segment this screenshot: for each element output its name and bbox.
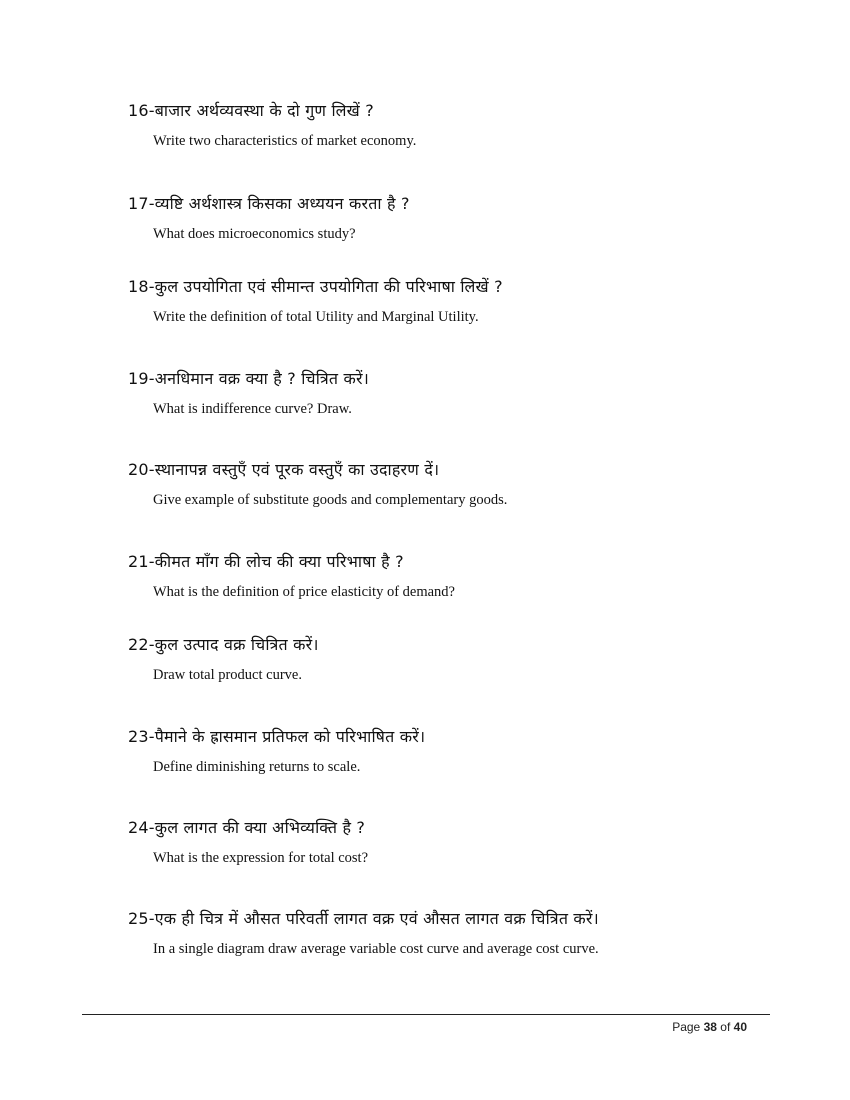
question-english-text: In a single diagram draw average variable cost curve and average cost curve. [153, 941, 599, 957]
current-page: 38 [703, 1020, 717, 1034]
page-word: Page [672, 1020, 701, 1034]
footer-divider [82, 1014, 770, 1015]
question-english-text: Give example of substitute goods and complementary goods. [153, 492, 508, 508]
question-18 [128, 276, 768, 326]
question-hindi-text: 23-पैमाने के ह्रासमान प्रतिफल को परिभाषित करें। [128, 727, 426, 746]
question-23 [128, 726, 768, 776]
of-word: of [720, 1020, 731, 1034]
question-hindi-text: 20-स्थानापन्न वस्तुएँ एवं पूरक वस्तुएँ का उदाहरण दें। [128, 460, 440, 479]
question-hindi-text: 16-बाजार अर्थव्यवस्था के दो गुण लिखें ? [128, 101, 374, 120]
question-hindi-text: 25-एक ही चित्र में औसत परिवर्ती लागत वक्र एवं औसत लागत वक्र चित्रित करें। [128, 909, 599, 928]
question-hindi-text: 21-कीमत माँग की लोच की क्या परिभाषा है ? [128, 552, 404, 571]
question-english-text: What is the definition of price elasticity of demand? [153, 584, 455, 600]
question-hindi-text: 18-कुल उपयोगिता एवं सीमान्त उपयोगिता की परिभाषा लिखें ? [128, 277, 503, 296]
question-20 [128, 459, 768, 509]
question-english-text: Draw total product curve. [153, 667, 302, 683]
question-hindi-text: 24-कुल लागत की क्या अभिव्यक्ति है ? [128, 818, 366, 837]
question-hindi-text: 17-व्यष्टि अर्थशास्त्र किसका अध्ययन करता है ? [128, 194, 410, 213]
page-number [672, 1019, 747, 1035]
question-english-text: Write the definition of total Utility and Marginal Utility. [153, 309, 479, 325]
question-hindi-text: 19-अनधिमान वक्र क्या है ? चित्रित करें। [128, 369, 369, 388]
question-english-text: Write two characteristics of market economy. [153, 133, 417, 149]
question-english-text: Define diminishing returns to scale. [153, 759, 361, 775]
total-pages: 40 [733, 1020, 747, 1034]
question-17 [128, 193, 768, 243]
question-24 [128, 817, 768, 867]
question-25 [128, 908, 768, 958]
question-english-text: What is indifference curve? Draw. [153, 401, 352, 417]
question-21 [128, 551, 768, 601]
question-16 [128, 100, 768, 150]
question-22 [128, 634, 768, 684]
question-19 [128, 368, 768, 418]
question-hindi-text: 22-कुल उत्पाद वक्र चित्रित करें। [128, 635, 319, 654]
question-english-text: What is the expression for total cost? [153, 850, 369, 866]
question-english-text: What does microeconomics study? [153, 226, 356, 242]
